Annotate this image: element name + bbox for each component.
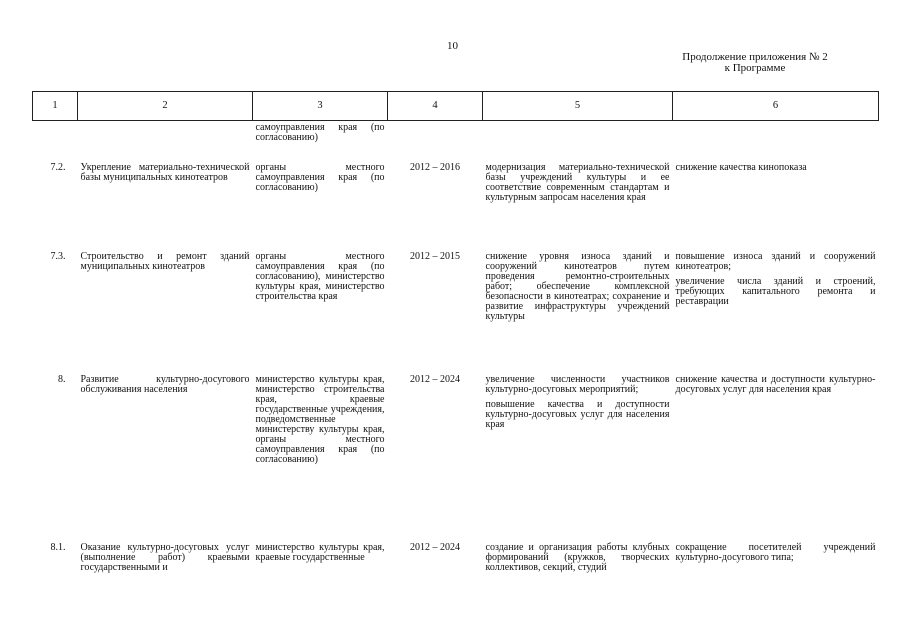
results-paragraph: повышение качества и доступности культурно-досуговых услуг для населения края [485, 399, 670, 430]
period-cell: 2012 – 2015 [410, 251, 460, 262]
results-cell [483, 541, 673, 603]
column-header: 1 [33, 92, 78, 121]
consequences-cell [673, 121, 879, 162]
executors-cell: министерство культуры края, министерство строительства края, краевые государственные учреждения, подведомственные министерству культуры края, органы местного самоуправления края (по согласованию) [255, 374, 385, 465]
executors-cell: органы местного самоуправления края (по согласованию), министерство культуры края, министерство строительства края [255, 251, 385, 302]
period-cell: 2012 – 2024 [410, 374, 460, 385]
consequences-paragraph: снижение качества и доступности культурно-досуговых услуг для населения края [675, 374, 876, 395]
executors-cell: министерство культуры края, краевые государственные [255, 542, 385, 563]
consequences-paragraph: увеличение числа зданий и строений, требующих капитального ремонта и реставрации [675, 276, 876, 307]
period-cell: 2012 – 2016 [410, 162, 460, 173]
period-cell [388, 121, 483, 162]
measure-name: Строительство и ремонт зданий муниципальных кинотеатров [80, 251, 250, 272]
column-header: 5 [483, 92, 673, 121]
consequences-cell [673, 541, 879, 603]
period-cell: 2012 – 2024 [410, 542, 460, 553]
row-number: 8. [58, 374, 66, 385]
executors-cell: органы местного самоуправления края (по согласованию) [255, 162, 385, 193]
results-cell [483, 121, 673, 162]
results-paragraph: модернизация материально-технической базы учреждений культуры и ее соответствие современным стандартам и культурным запросам населения края [485, 162, 670, 203]
header-row [33, 92, 879, 121]
row-number: 8.1. [50, 542, 66, 553]
consequences-cell [673, 373, 879, 541]
row-number: 7.2. [50, 162, 66, 173]
appendix-subtitle: к Программе [724, 62, 786, 74]
results-paragraph: увеличение численности участников культурно-досуговых мероприятий; [485, 374, 670, 395]
executors-cell: самоуправления края (по согласованию) [255, 122, 385, 143]
table-row [33, 250, 879, 373]
consequences-paragraph: сокращение посетителей учреждений культурно-досугового типа; [675, 542, 876, 563]
results-cell [483, 161, 673, 250]
page-number: 10 [447, 40, 458, 52]
column-header: 3 [253, 92, 388, 121]
table-row [33, 541, 879, 603]
consequences-paragraph: снижение качества кинопоказа [675, 162, 807, 173]
program-table [32, 91, 879, 603]
results-paragraph: создание и организация работы клубных формирований (кружков, творческих коллективов, секций, студий [485, 542, 670, 573]
table-row [33, 121, 879, 162]
appendix-title: Продолжение приложения № 2 [682, 51, 828, 63]
column-header: 6 [673, 92, 879, 121]
column-header: 4 [388, 92, 483, 121]
consequences-cell [673, 250, 879, 373]
column-header: 2 [78, 92, 253, 121]
measure-name [78, 121, 253, 162]
results-cell [483, 250, 673, 373]
measure-name: Оказание культурно-досуговых услуг (выполнение работ) краевыми государственными и [80, 542, 250, 573]
appendix-note [650, 52, 860, 74]
measure-name: Укрепление материально-технической базы муниципальных кинотеатров [80, 162, 250, 183]
results-cell [483, 373, 673, 541]
consequences-paragraph: повышение износа зданий и сооружений кинотеатров; [675, 251, 876, 272]
row-number [33, 121, 78, 162]
row-number: 7.3. [50, 251, 66, 262]
table-row [33, 373, 879, 541]
table-row [33, 161, 879, 250]
measure-name: Развитие культурно-досугового обслуживания населения [80, 374, 250, 395]
results-paragraph: снижение уровня износа зданий и сооружений кинотеатров путем проведения ремонтно-строительных работ; обеспечение комплексной безопасности в кинотеатрах; сохранение и развитие инфраструктуры учреждений культуры [485, 251, 670, 322]
consequences-cell [673, 161, 879, 250]
